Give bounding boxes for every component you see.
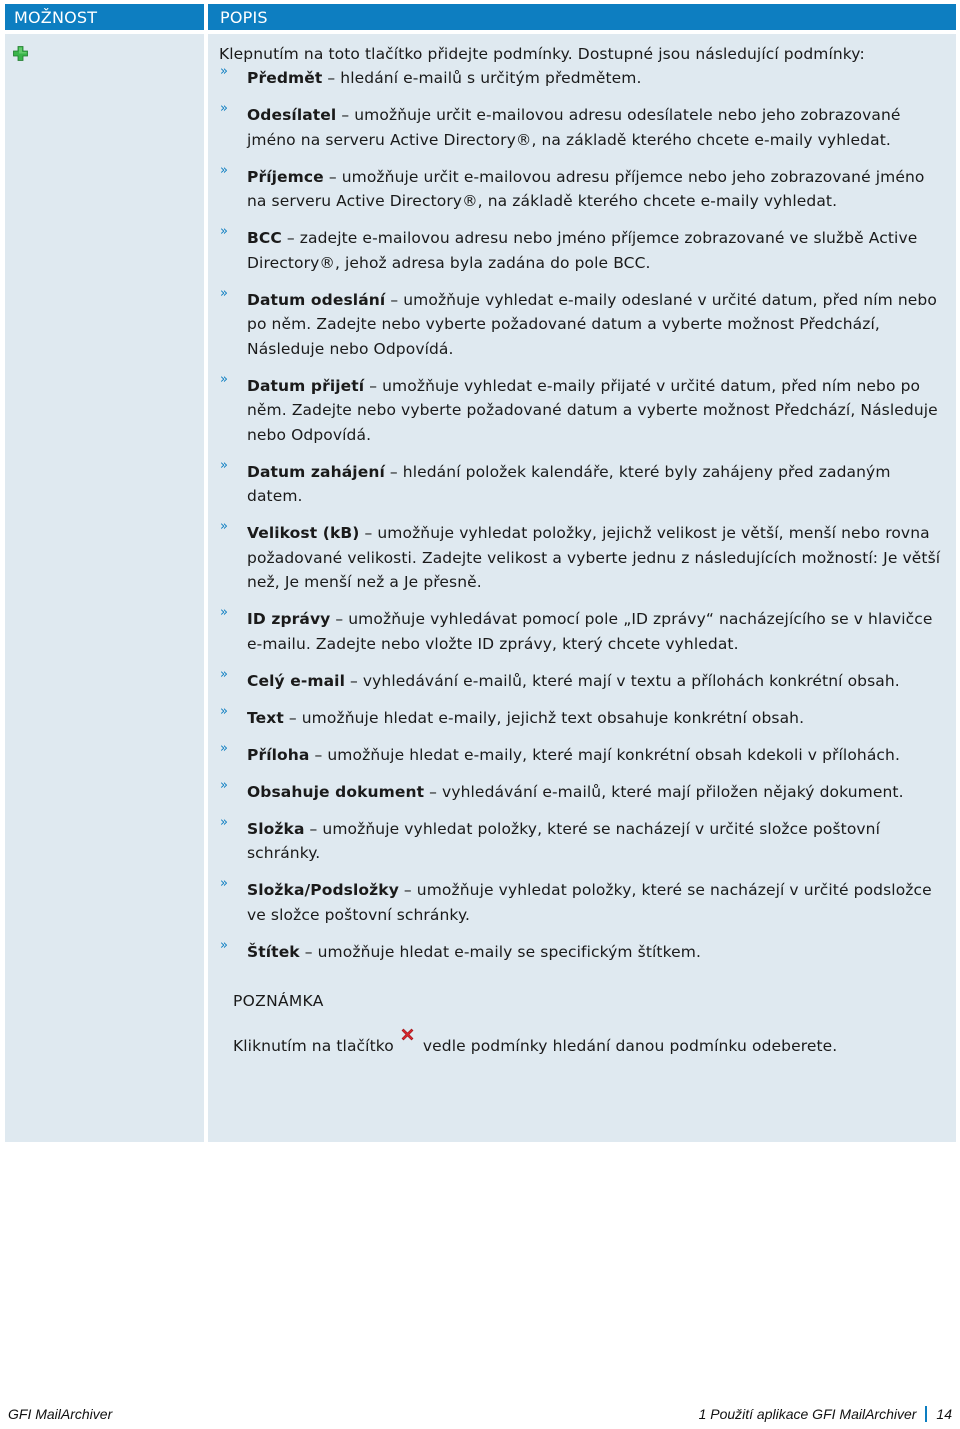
condition-description: – umožňuje vyhledat položky, které se nacházejí v určité podsložce ve složce poštovní schránky. [247,881,932,924]
description-cell [208,34,956,1142]
condition-item [219,285,946,362]
condition-item [219,666,946,694]
condition-description: – umožňuje hledat e-maily, jejichž text obsahuje konkrétní obsah. [283,708,805,727]
chevron-right-icon: » [220,814,229,830]
page-number: 14 [936,1406,952,1422]
condition-item [219,703,946,731]
condition-item [219,740,946,768]
condition-item [219,937,946,965]
condition-item [219,66,946,91]
condition-term: Předmět [247,69,323,87]
condition-item [219,457,946,509]
condition-item [219,814,946,866]
condition-description: – umožňuje určit e-mailovou adresu odesílatele nebo jeho zobrazované jméno na serveru Active Directory®, na základě kterého chcete e-maily vyhledat. [247,106,901,149]
chevron-right-icon: » [220,64,229,79]
condition-description: – umožňuje vyhledat položky, jejichž velikost je větší, menší nebo rovna požadované velikosti. Zadejte velikost a vyberte jednu z následujících možností: Je větší než, Je menší než a Je přesně. [247,524,941,591]
header-option: MOŽNOST [5,4,204,30]
condition-item [219,162,946,214]
condition-term: Datum přijetí [247,376,365,395]
condition-item [219,371,946,448]
option-cell [5,34,204,1142]
chevron-right-icon: » [220,605,229,620]
condition-term: BCC [247,229,282,247]
plus-icon[interactable] [13,46,28,61]
chevron-right-icon: » [220,703,229,719]
condition-term: Datum zahájení [247,462,385,481]
condition-description: – hledání položek kalendáře, které byly zahájeny před zadaným datem. [247,462,891,505]
condition-item [219,777,946,805]
intro-text: Klepnutím na toto tlačítko přidejte podmínky. Dostupné jsou následující podmínky: [219,45,865,63]
x-icon[interactable] [400,1027,415,1042]
chevron-right-icon: » [220,285,229,301]
note-after: vedle podmínky hledání danou podmínku odeberete. [422,1037,838,1055]
condition-term: Složka/Podsložky [247,881,399,899]
condition-description: – umožňuje vyhledat položky, které se nacházejí v určité složce poštovní schránky. [247,819,881,862]
condition-term: ID zprávy [247,610,331,628]
chevron-right-icon: » [220,162,229,178]
condition-description: – umožňuje hledat e-maily, které mají konkrétní obsah kdekoli v přílohách. [309,745,900,764]
chevron-right-icon: » [220,937,229,953]
condition-term: Velikost (kB) [247,524,360,542]
condition-description: – vyhledávání e-mailů, které mají přiložen nějaký dokument. [424,782,904,801]
page-footer [8,1406,952,1426]
condition-description: – umožňuje hledat e-maily se specifickým štítkem. [299,942,701,961]
footer-product: GFI MailArchiver [8,1406,113,1422]
chevron-right-icon: » [220,224,229,239]
condition-item [219,607,946,656]
chevron-right-icon: » [220,457,229,473]
condition-term: Příloha [247,745,310,764]
chevron-right-icon: » [220,101,229,116]
condition-term: Štítek [247,942,300,961]
chevron-right-icon: » [220,519,229,534]
condition-description: – umožňuje vyhledat e-maily přijaté v určité datum, před ním nebo po něm. Zadejte nebo vyberte požadované datum a vyberte možnost Předchází, Následuje nebo Odpovídá. [247,376,938,444]
chevron-right-icon: » [220,876,229,891]
chevron-right-icon: » [220,666,229,682]
condition-item [219,103,946,152]
chevron-right-icon: » [220,371,229,387]
condition-term: Obsahuje dokument [247,782,425,801]
condition-description: – zadejte e-mailovou adresu nebo jméno příjemce zobrazované ve službě Active Directory®, jehož adresa byla zadána do pole BCC. [247,229,918,272]
options-table [5,4,956,1142]
chevron-right-icon: » [220,777,229,793]
footer-chapter-title: 1 Použití aplikace GFI MailArchiver [698,1406,917,1422]
condition-item [219,521,946,595]
condition-term: Složka [247,819,305,838]
footer-separator [925,1406,927,1422]
condition-item [219,226,946,275]
condition-term: Datum odeslání [247,290,386,309]
condition-description: – vyhledávání e-mailů, které mají v textu a přílohách konkrétní obsah. [344,671,900,690]
condition-description: – hledání e-mailů s určitým předmětem. [322,69,642,87]
condition-item [219,878,946,927]
condition-description: – umožňuje vyhledávat pomocí pole „ID zprávy“ nacházejícího se v hlavičce e-mailu. Zadejte nebo vložte ID zprávy, který chcete vyhledat. [247,610,933,653]
condition-term: Celý e-mail [247,671,345,690]
chevron-right-icon: » [220,740,229,756]
note-text [233,1034,946,1058]
condition-description: – umožňuje vyhledat e-maily odeslané v určité datum, před ním nebo po něm. Zadejte nebo vyberte požadované datum a vyberte možnost Předchází, Následuje nebo Odpovídá. [247,290,937,358]
header-description: POPIS [208,4,956,30]
note-before: Kliknutím na tlačítko [233,1037,394,1055]
condition-description: – umožňuje určit e-mailovou adresu příjemce nebo jeho zobrazované jméno na serveru Active Directory®, na základě kterého chcete e-maily vyhledat. [247,167,925,210]
condition-list [219,66,946,964]
footer-chapter [699,1406,952,1422]
condition-term: Příjemce [247,167,324,186]
condition-term: Odesílatel [247,106,337,124]
note-title: POZNÁMKA [233,992,324,1010]
condition-term: Text [247,708,284,727]
